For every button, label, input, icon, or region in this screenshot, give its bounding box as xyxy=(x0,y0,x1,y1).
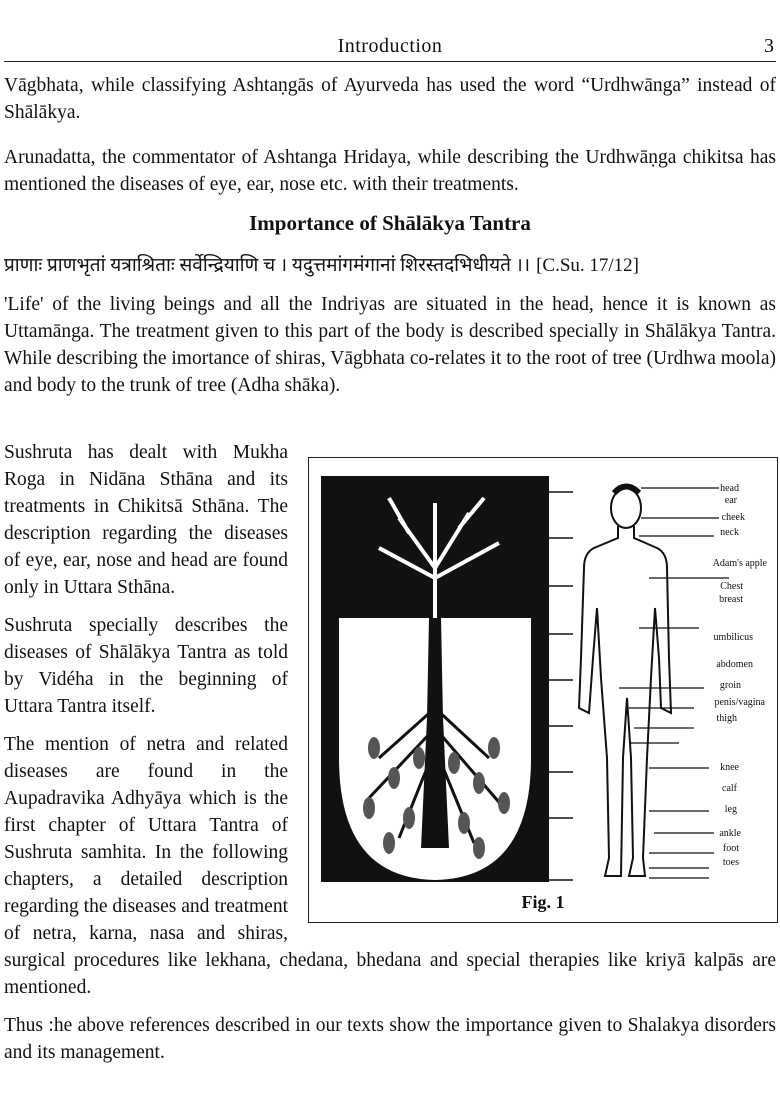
figure-1 xyxy=(308,457,778,923)
paragraph-sushruta-videha: Sushruta specially describes the diseases of Shālākya Tantra as told by Vidéha in the beginning of Uttara Tantra itself. xyxy=(4,615,288,717)
paragraph-text: Arunadatta, the commentator of Ashtanga Hridaya, while describing the Urdhwāṇga chikitsa has mentioned the diseases of eye, ear, nose etc. with their treatments. xyxy=(4,147,776,195)
tick-marks xyxy=(549,492,573,880)
label-abdomen: abdomen xyxy=(716,659,753,670)
verse-text: प्राणाः प्राणभृतां यत्राश्रिताः सर्वेन्द्रियाणि च । यदुत्तमांगमंगानां शिरस्तदभिधीयते ।। xyxy=(4,255,531,276)
paragraph-aupadravika: The mention of netra and related diseases are found in the Aupadravika Adhyāya which is the first chapter of Uttara Tantra of Sushruta samhita. In the following chapters, a detailed description regarding the diseases and treatment of netra, karna, nasa and shiras, surgical procedures like lekhana, chedana, bhedana and special therapies like kriyā kalpās are mentioned. xyxy=(4,734,776,998)
label-thigh: thigh xyxy=(716,713,737,724)
sanskrit-verse xyxy=(4,252,639,279)
label-breast: breast xyxy=(719,594,743,605)
paragraph-vagbhata xyxy=(4,72,776,126)
running-header xyxy=(4,33,776,62)
label-ankle: ankle xyxy=(719,828,741,839)
verse-reference: [C.Su. 17/12] xyxy=(536,255,640,276)
label-toes: toes xyxy=(722,857,739,868)
header-title: Introduction xyxy=(337,35,443,57)
label-cheek: cheek xyxy=(721,512,745,523)
figure-wrap-section xyxy=(4,439,776,1066)
label-leg: leg xyxy=(724,804,737,815)
paragraph-arunadatta xyxy=(4,144,776,198)
paragraph-life xyxy=(4,291,776,399)
label-ear: ear xyxy=(724,495,737,506)
label-knee: knee xyxy=(720,762,739,773)
paragraph-text: Vāgbhata, while classifying Ashtaṇgās of Ayurveda has used the word “Urdhwānga” instead of Shālākya. xyxy=(4,75,776,123)
tree-icon xyxy=(321,476,549,882)
section-heading: Importance of Shālākya Tantra xyxy=(249,211,531,235)
paragraph-closing: Thus :he above references described in our texts show the importance given to Shalakya disorders and its management. xyxy=(4,1015,776,1063)
label-neck: neck xyxy=(720,527,739,538)
label-penis-vagina: penis/vagina xyxy=(714,697,765,708)
label-groin: groin xyxy=(719,680,741,691)
paragraph-text: 'Life' of the living beings and all the Indriyas are situated in the head, hence it is known as Uttamānga. The treatment given to this part of the body is described specially in Shālākya Tantra. While describing the imortance of shiras, Vāgbhata co-relates it to the root of tree (Urdhwa moola) and body to the trunk of tree (Adha shāka). xyxy=(4,294,776,396)
paragraph-sushruta-mukha: Sushruta has dealt with Mukha Roga in Nidāna Sthāna and its treatments in Chikitsā Sthāna. The description regarding the diseases of eye, ear, nose and head are found only in Uttara Sthāna. xyxy=(4,442,288,598)
human-figure-icon xyxy=(579,487,671,877)
label-umbilicus: umbilicus xyxy=(713,632,753,643)
label-leader-lines xyxy=(619,488,729,878)
label-foot: foot xyxy=(722,843,739,854)
label-calf: calf xyxy=(722,783,737,794)
tree-body-illustration xyxy=(309,458,779,924)
figure-caption: Fig. 1 xyxy=(521,892,565,912)
page-number: 3 xyxy=(764,35,774,57)
label-adams-apple: Adam's apple xyxy=(712,558,767,569)
label-head: head xyxy=(720,483,739,494)
label-chest: Chest xyxy=(720,581,743,592)
